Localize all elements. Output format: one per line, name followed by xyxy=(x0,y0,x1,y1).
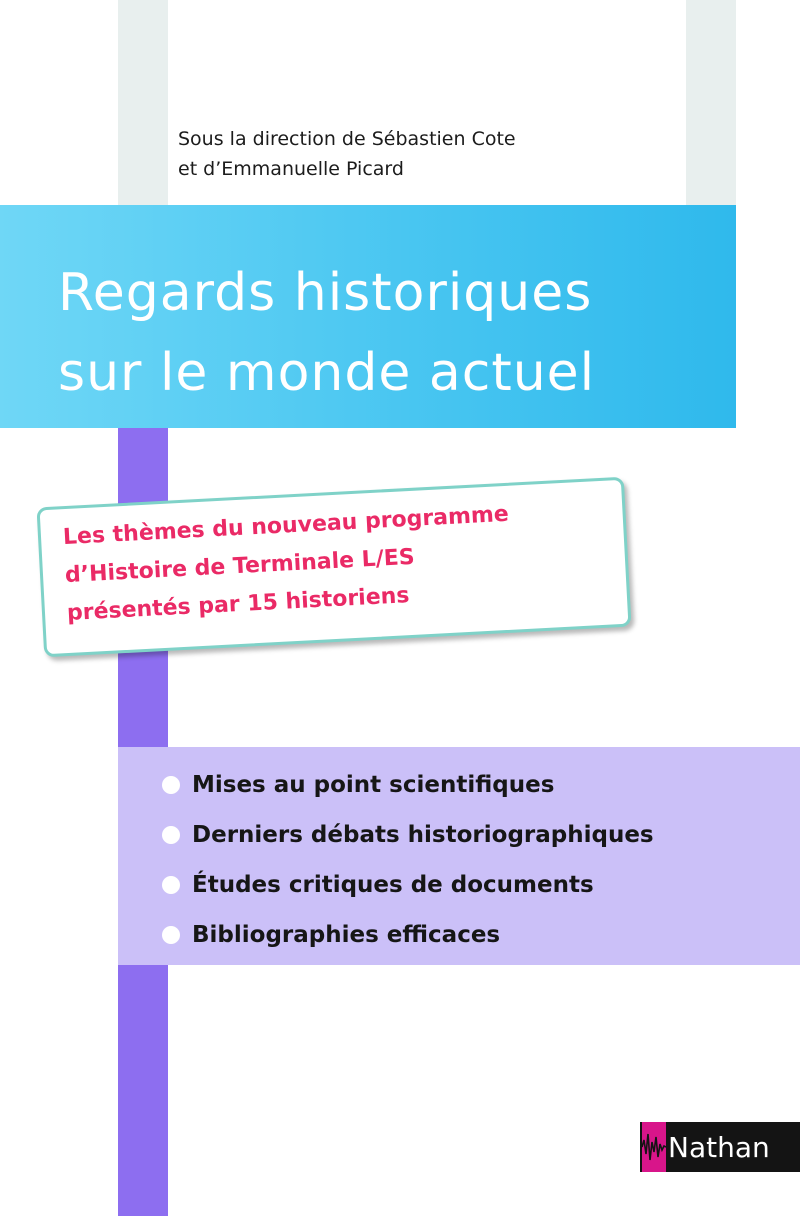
feature-label: Mises au point scientifiques xyxy=(192,772,555,798)
decorative-stripe-top-right xyxy=(686,0,736,205)
bullet-icon xyxy=(162,776,180,794)
bullet-icon xyxy=(162,926,180,944)
title-band xyxy=(0,205,736,428)
bullet-icon xyxy=(162,876,180,894)
authors-credit xyxy=(178,124,516,184)
decorative-stripe-top-left xyxy=(118,0,168,205)
feature-label: Bibliographies efficaces xyxy=(192,922,501,948)
features-band xyxy=(118,747,800,965)
soundwave-logo-icon xyxy=(642,1122,666,1172)
book-title xyxy=(58,253,595,413)
callout-line: d’Histoire de Terminale L/ES xyxy=(64,544,416,589)
feature-item xyxy=(162,765,654,815)
callout-line: présentés par 15 historiens xyxy=(66,583,411,627)
book-title-line: sur le monde actuel xyxy=(58,343,596,403)
authors-line: Sous la direction de Sébastien Cote xyxy=(178,128,516,150)
feature-item xyxy=(162,865,654,915)
feature-label: Études critiques de documents xyxy=(192,872,594,898)
callout-box xyxy=(36,477,631,658)
feature-item xyxy=(162,915,654,965)
callout-line: Les thèmes du nouveau programme xyxy=(62,501,510,551)
book-title-line: Regards historiques xyxy=(58,263,593,323)
feature-item xyxy=(162,815,654,865)
features-list xyxy=(162,765,654,965)
bullet-icon xyxy=(162,826,180,844)
feature-label: Derniers débats historiographiques xyxy=(192,822,654,848)
publisher-logo xyxy=(640,1122,800,1172)
publisher-name: Nathan xyxy=(668,1130,770,1164)
authors-line: et d’Emmanuelle Picard xyxy=(178,158,404,180)
